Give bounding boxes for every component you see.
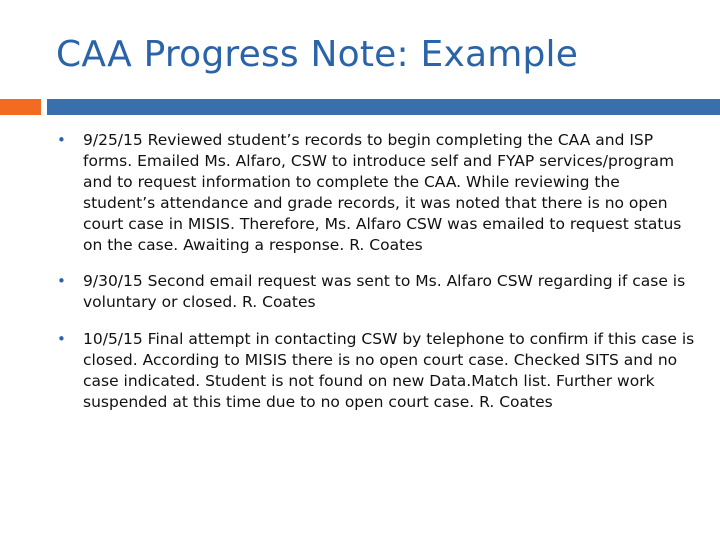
bullet-item xyxy=(57,130,697,256)
accent-bar-blue xyxy=(47,99,720,115)
bullet-dot-icon: • xyxy=(57,131,66,149)
bullet-text: 10/5/15 Final attempt in contacting CSW by telephone to confirm if this case is closed. According to MISIS there is no open court case. Checked SITS and no case indicated. Student is not found on new Data.Match list. Further work suspended at this time due to no open court case. R. Coates xyxy=(83,330,695,411)
bullet-dot-icon: • xyxy=(57,330,66,348)
bullet-list xyxy=(57,130,697,429)
bullet-item xyxy=(57,329,697,413)
slide-title: CAA Progress Note: Example xyxy=(56,34,579,75)
bullet-dot-icon: • xyxy=(57,272,66,290)
accent-bar-orange xyxy=(0,99,41,115)
bullet-item xyxy=(57,271,697,313)
bullet-text: 9/30/15 Second email request was sent to Ms. Alfaro CSW regarding if case is voluntary or closed. R. Coates xyxy=(83,272,686,311)
bullet-text: 9/25/15 Reviewed student’s records to begin completing the CAA and ISP forms. Emailed Ms. Alfaro, CSW to introduce self and FYAP services/program and to request information to complete the CAA. While reviewing the student’s attendance and grade records, it was noted that there is no open court case in MISIS. Therefore, Ms. Alfaro CSW was emailed to request status on the case. Awaiting a response. R. Coates xyxy=(83,131,682,254)
